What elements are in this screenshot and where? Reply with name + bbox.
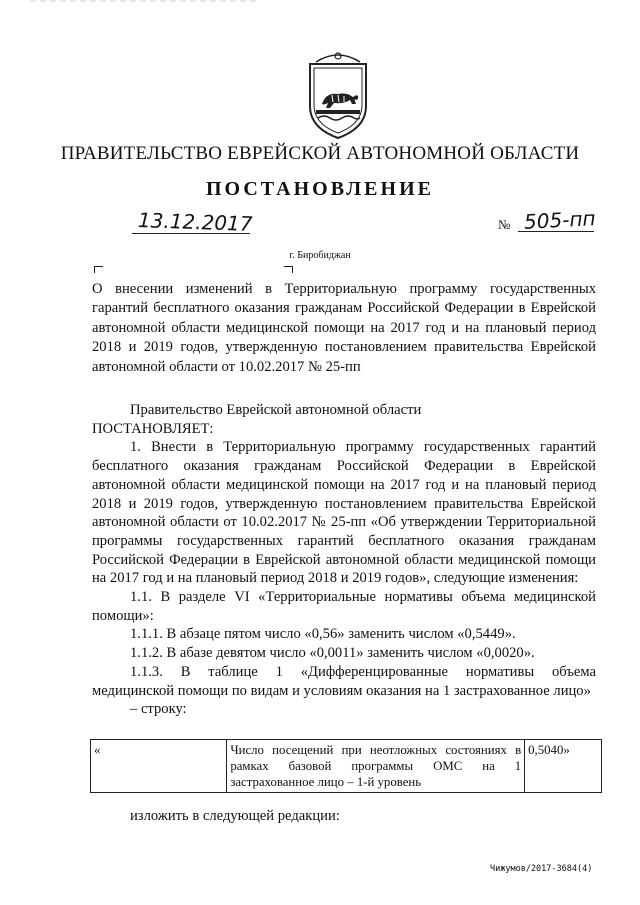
handwritten-number: 505-пп: [523, 206, 597, 234]
table-cell-quote: «: [91, 740, 227, 793]
handwritten-date: 13.12.2017: [137, 208, 253, 236]
number-sign: №: [498, 217, 511, 232]
city: г. Биробиджан: [289, 250, 351, 261]
table-row: [91, 740, 602, 793]
outro-line: изложить в следующей редакции:: [130, 808, 340, 824]
item-1-1-3: 1.1.3. В таблице 1 «Дифференцированные нормативы объема медицинской помощи по видам и условиям оказания на 1 застрахованное лицо»: [92, 663, 596, 699]
item-1: 1. Внести в Территориальную программу государственных гарантий бесплатного оказания гражданам Российской Федерации в Еврейской автономной области медицинской помощи на 2017 год и на плановый период 2018 и 2019 годов, утвержденную постановлением правительства Еврейской автономной области от 10.02.2017 № 25-пп «Об утверждении Территориальной программы государственных гарантий бесплатного оказания гражданам Российской Федерации в Еврейской автономной области медицинской помощи на 2017 год и на плановый период 2018 и 2019 годов», следующие изменения:: [92, 439, 596, 587]
item-1-1-1: 1.1.1. В абзаце пятом число «0,56» заменить числом «0,5449».: [130, 626, 516, 643]
resolves-line: ПОСТАНОВЛЯЕТ:: [92, 420, 214, 437]
intro-line: Правительство Еврейской автономной области: [130, 402, 422, 418]
document-subject: О внесении изменений в Территориальную программу государственных гарантий бесплатного оказания гражданам Российской Федерации в Еврейской автономной области медицинской помощи на 2017 год и на плановый период 2018 и 2019 годов, утвержденную постановлением правительства Еврейской автономной области от 10.02.2017 № 25-пп: [92, 281, 596, 375]
coat-of-arms-tiger-icon: [302, 48, 374, 140]
number-label: [498, 216, 510, 234]
document-body: [92, 401, 596, 719]
footer-code: Чижумов/2017-3684(4): [490, 864, 593, 874]
subject-bracket-left: [94, 266, 103, 273]
number-underline: [518, 231, 594, 232]
table-cell-description: Число посещений при неотложных состояниях в рамках базовой программы ОМС на 1 застрахованное лицо – 1-й уровень: [227, 740, 525, 793]
row-intro: – строку:: [130, 701, 187, 718]
date-underline: [132, 233, 250, 234]
subject-bracket-right: [284, 266, 293, 273]
item-1-1-2: 1.1.2. В абазе девятом число «0,0011» заменить числом «0,0020».: [130, 645, 535, 662]
replacement-row-table: [90, 739, 602, 793]
table-cell-value: 0,5040»: [525, 740, 602, 793]
organization-title: ПРАВИТЕЛЬСТВО ЕВРЕЙСКОЙ АВТОНОМНОЙ ОБЛАСТИ: [60, 143, 580, 164]
document-type: ПОСТАНОВЛЕНИЕ: [206, 178, 434, 200]
scan-artifact: [30, 0, 260, 3]
item-1-1: 1.1. В разделе VI «Территориальные нормативы объема медицинской помощи»:: [92, 589, 596, 624]
